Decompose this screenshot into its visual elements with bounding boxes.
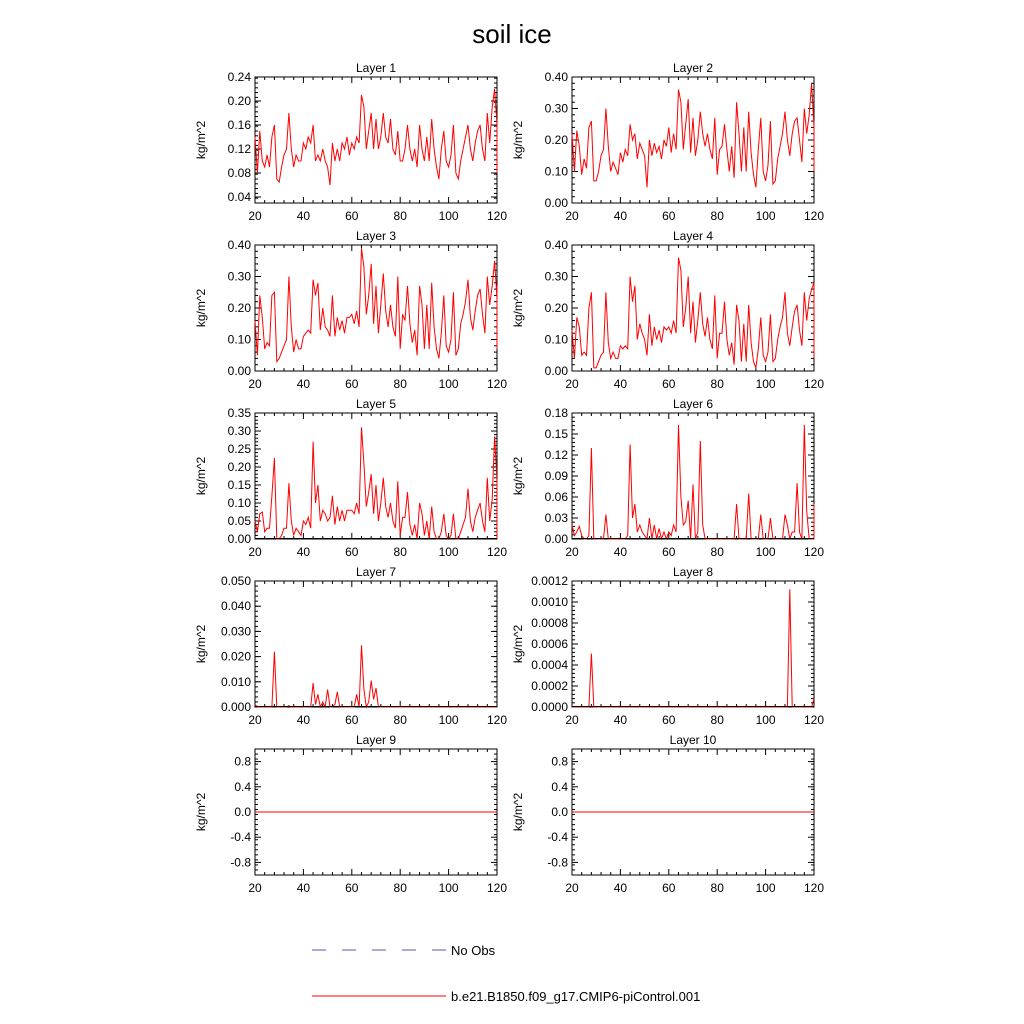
y-tick-label: 0.20 [227,301,251,315]
x-tick-label: 100 [438,209,459,223]
y-tick-label: 0.0006 [531,637,568,651]
x-tick-label: 40 [296,713,311,727]
y-tick-label: 0.0 [551,805,568,819]
x-tick-label: 120 [803,545,825,559]
y-tick-label: 0.18 [544,406,568,420]
y-tick-label: -0.8 [547,855,568,870]
y-tick-label: 0.12 [227,142,251,156]
x-tick-label: 60 [662,377,676,391]
y-tick-label: 0.0010 [531,595,568,609]
y-tick-label: 0.30 [544,101,568,116]
y-tick-label: 0.00 [227,532,251,546]
y-tick-label: 0.20 [227,460,251,474]
y-tick-label: 0.16 [227,118,251,132]
x-tick-label: 80 [710,209,724,223]
x-tick-label: 40 [613,713,628,727]
y-tick-label: 0.10 [544,164,568,179]
y-tick-label: 0.00 [544,196,568,210]
y-tick-label: 0.010 [220,674,251,689]
y-tick-label: 0.8 [551,754,568,769]
y-tick-label: 0.08 [227,166,251,180]
x-tick-label: 100 [755,881,776,895]
y-tick-label: 0.000 [220,700,251,714]
y-tick-label: 0.10 [544,332,568,347]
y-tick-label: 0.0002 [531,679,568,693]
y-tick-label: 0.09 [544,469,568,483]
x-tick-label: 20 [248,209,262,223]
panel-title: Layer 1 [355,61,397,75]
x-tick-label: 100 [755,545,776,559]
x-tick-label: 120 [486,209,508,223]
panel-title: Layer 9 [355,733,397,747]
panel-title: Layer 8 [672,565,714,579]
y-tick-label: 0.020 [220,649,251,664]
x-tick-label: 120 [803,209,825,223]
x-tick-label: 20 [248,881,262,895]
x-tick-label: 40 [613,545,628,559]
x-tick-label: 80 [393,209,407,223]
y-tick-label: 0.20 [227,94,251,108]
y-tick-label: 0.40 [544,238,568,252]
panel-title: Layer 10 [669,733,717,747]
x-tick-label: 20 [565,545,579,559]
y-tick-label: 0.24 [227,70,251,84]
x-tick-label: 20 [248,545,262,559]
y-tick-label: -0.4 [547,830,568,845]
y-tick-label: 0.40 [227,238,251,252]
x-tick-label: 60 [662,881,676,895]
x-tick-label: 40 [296,881,311,895]
y-axis-label: kg/m^2 [511,288,525,328]
y-tick-label: 0.0012 [531,574,568,588]
y-axis-label: kg/m^2 [511,456,525,496]
y-axis-label: kg/m^2 [511,120,525,160]
x-tick-label: 60 [345,881,359,895]
panel-title: Layer 7 [355,565,397,579]
y-axis-label: kg/m^2 [194,624,208,664]
x-tick-label: 120 [803,713,825,727]
y-tick-label: 0.0000 [531,700,568,714]
y-tick-label: 0.30 [544,269,568,284]
x-tick-label: 20 [248,377,262,391]
y-tick-label: 0.15 [227,478,251,492]
x-tick-label: 60 [345,713,359,727]
y-axis-label: kg/m^2 [511,792,525,832]
x-tick-label: 80 [393,713,407,727]
x-tick-label: 20 [565,713,579,727]
panel-title: Layer 6 [672,397,714,411]
x-tick-label: 80 [393,545,407,559]
y-tick-label: 0.4 [234,779,251,794]
x-tick-label: 40 [613,377,628,391]
y-tick-label: 0.030 [220,624,251,639]
legend-model-label: b.e21.B1850.f09_g17.CMIP6-piControl.001 [451,989,701,1004]
x-tick-label: 80 [710,713,724,727]
x-tick-label: 100 [755,713,776,727]
x-tick-label: 80 [710,881,724,895]
x-tick-label: 40 [613,881,628,895]
x-tick-label: 120 [803,377,825,391]
x-tick-label: 60 [345,545,359,559]
x-tick-label: 20 [565,881,579,895]
x-tick-label: 100 [438,377,459,391]
y-tick-label: 0.05 [227,514,251,528]
x-tick-label: 20 [248,713,262,727]
x-tick-label: 100 [755,209,776,223]
x-tick-label: 80 [710,377,724,391]
y-tick-label: 0.35 [227,406,251,420]
y-tick-label: 0.00 [544,532,568,546]
y-tick-label: 0.04 [227,190,251,204]
legend-obs-label: No Obs [451,943,496,958]
panel-title: Layer 2 [672,61,714,75]
y-tick-label: 0.03 [544,511,568,525]
y-tick-label: -0.4 [230,830,251,845]
y-tick-label: -0.8 [230,855,251,870]
x-tick-label: 80 [393,881,407,895]
y-tick-label: 0.20 [544,301,568,315]
x-tick-label: 40 [296,377,311,391]
x-tick-label: 60 [662,713,676,727]
y-tick-label: 0.40 [544,70,568,84]
y-tick-label: 0.0 [234,805,251,819]
x-tick-label: 120 [486,881,508,895]
x-tick-label: 100 [438,545,459,559]
x-tick-label: 80 [710,545,724,559]
figure-title: soil ice [472,19,552,49]
y-tick-label: 0.30 [227,269,251,284]
y-tick-label: 0.20 [544,133,568,147]
y-tick-label: 0.8 [234,754,251,769]
x-tick-label: 60 [345,209,359,223]
x-tick-label: 40 [296,209,311,223]
y-tick-label: 0.12 [544,448,568,462]
y-tick-label: 0.0008 [531,616,568,630]
x-tick-label: 40 [613,209,628,223]
x-tick-label: 120 [486,377,508,391]
y-tick-label: 0.00 [227,364,251,378]
y-axis-label: kg/m^2 [194,456,208,496]
x-tick-label: 60 [662,209,676,223]
x-tick-label: 100 [438,881,459,895]
y-tick-label: 0.25 [227,442,251,456]
panel-title: Layer 4 [672,229,714,243]
x-tick-label: 80 [393,377,407,391]
y-tick-label: 0.040 [220,599,251,614]
x-tick-label: 20 [565,377,579,391]
x-tick-label: 120 [803,881,825,895]
y-tick-label: 0.4 [551,779,568,794]
y-axis-label: kg/m^2 [194,288,208,328]
y-axis-label: kg/m^2 [194,120,208,160]
y-tick-label: 0.0004 [531,658,568,672]
x-tick-label: 40 [296,545,311,559]
x-tick-label: 120 [486,545,508,559]
y-axis-label: kg/m^2 [511,624,525,664]
x-tick-label: 120 [486,713,508,727]
x-tick-label: 100 [755,377,776,391]
panel-title: Layer 3 [355,229,397,243]
y-tick-label: 0.06 [544,490,568,504]
y-tick-label: 0.10 [227,496,251,510]
y-tick-label: 0.10 [227,332,251,347]
x-tick-label: 100 [438,713,459,727]
x-tick-label: 20 [565,209,579,223]
y-tick-label: 0.30 [227,424,251,438]
x-tick-label: 60 [345,377,359,391]
y-tick-label: 0.15 [544,427,568,441]
y-axis-label: kg/m^2 [194,792,208,832]
y-tick-label: 0.050 [220,574,251,588]
panel-title: Layer 5 [355,397,397,411]
y-tick-label: 0.00 [544,364,568,378]
x-tick-label: 60 [662,545,676,559]
